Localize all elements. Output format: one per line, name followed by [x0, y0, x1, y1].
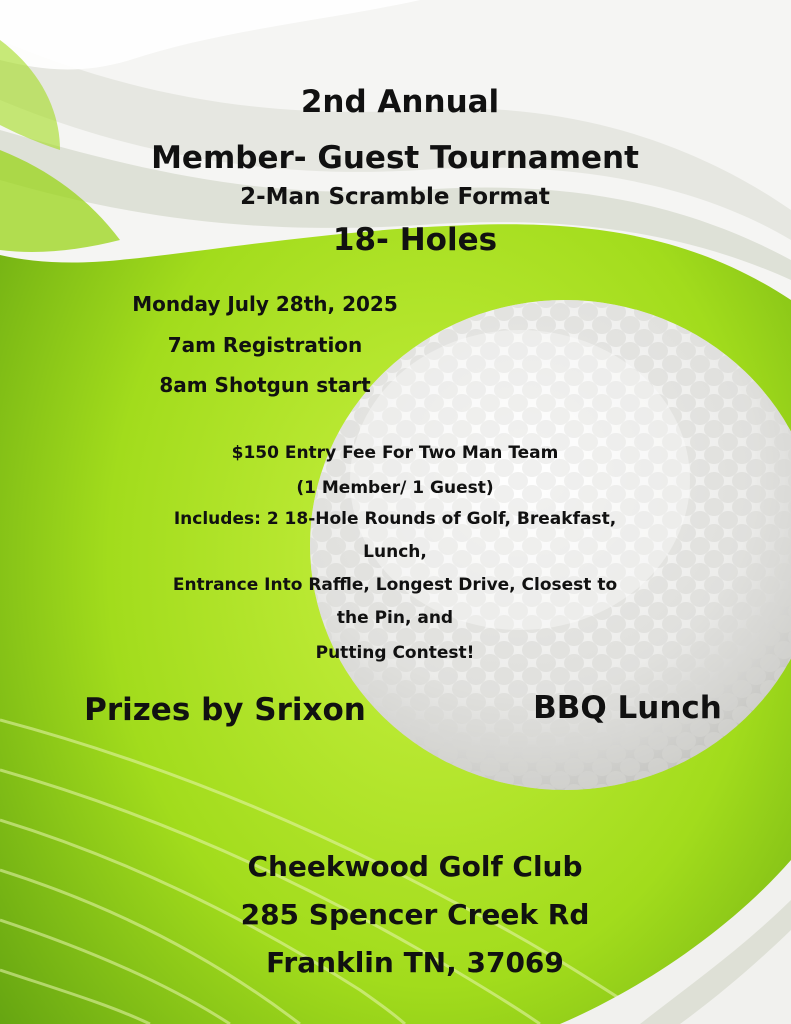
entry-fee: $150 Entry Fee For Two Man Team	[231, 443, 559, 463]
bbq-lunch: BBQ Lunch	[533, 690, 722, 726]
prizes-sponsor: Prizes by Srixon	[84, 692, 366, 728]
includes-line: Includes: 2 18-Hole Rounds of Golf, Breakfast,	[173, 509, 617, 529]
team-composition: (1 Member/ 1 Guest)	[296, 478, 494, 498]
shotgun-start: 8am Shotgun start	[159, 373, 371, 397]
holes-line: 18- Holes	[332, 222, 498, 258]
registration-time: 7am Registration	[167, 333, 363, 357]
venue-street: 285 Spencer Creek Rd	[240, 898, 590, 931]
includes-lunch: Lunch,	[363, 542, 427, 562]
includes-putting: Putting Contest!	[315, 643, 475, 663]
event-date: Monday July 28th, 2025	[132, 292, 398, 316]
title-line-annual: 2nd Annual	[300, 84, 500, 120]
title-line-tournament: Member- Guest Tournament	[151, 140, 639, 176]
format-line: 2-Man Scramble Format	[240, 184, 550, 210]
includes-raffle: Entrance Into Raffle, Longest Drive, Closest to	[172, 575, 618, 595]
venue-city: Franklin TN, 37069	[266, 946, 564, 979]
includes-pin: the Pin, and	[336, 608, 454, 628]
venue-name: Cheekwood Golf Club	[247, 850, 583, 883]
